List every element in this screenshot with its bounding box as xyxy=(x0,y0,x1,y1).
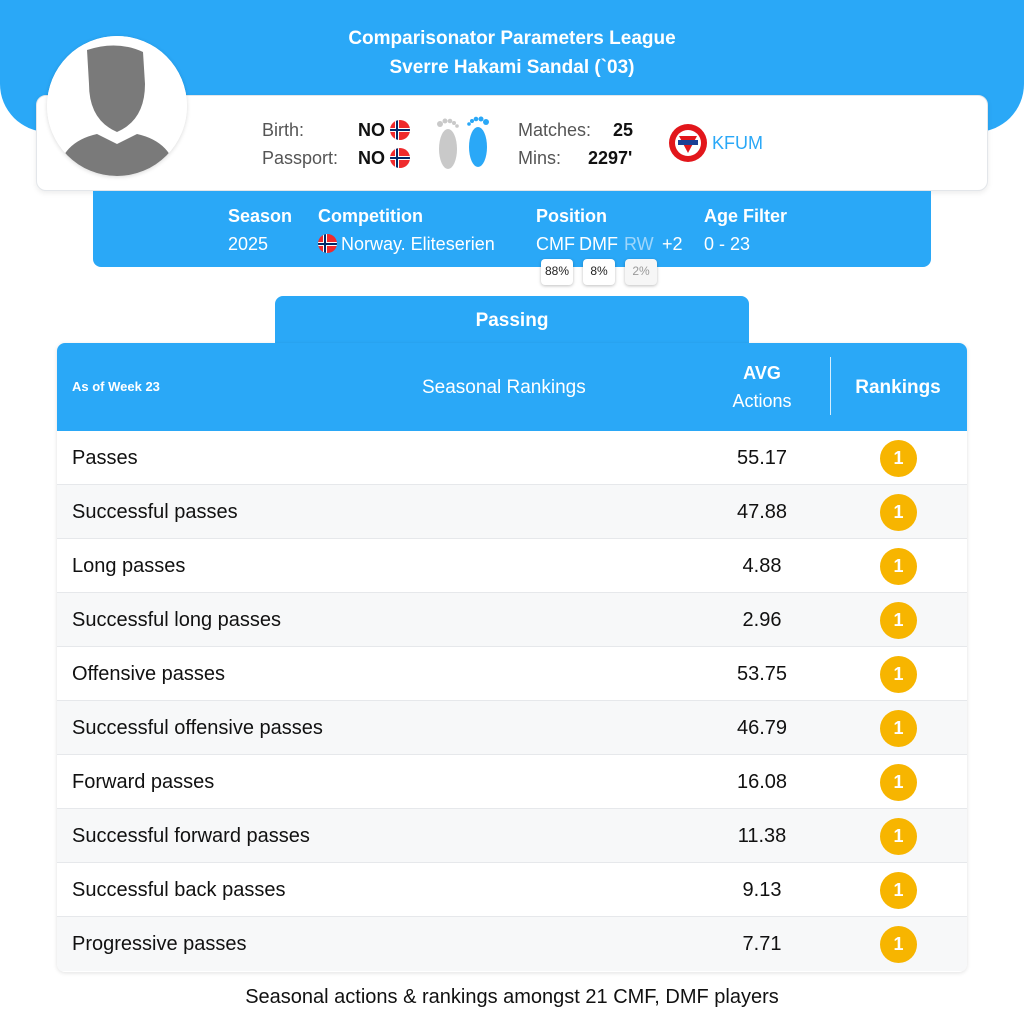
position-label: Position xyxy=(536,206,607,226)
metric-value: 53.75 xyxy=(736,663,788,685)
matches-label: Matches: xyxy=(518,120,592,140)
rank-badge: 1 xyxy=(880,494,917,531)
metric-label: Passes xyxy=(72,447,138,469)
norway-flag-icon xyxy=(318,234,337,253)
table-body xyxy=(57,431,967,971)
metric-value: 46.79 xyxy=(736,717,788,739)
norway-flag-icon xyxy=(390,120,410,140)
table-row xyxy=(57,755,967,809)
metric-label: Successful forward passes xyxy=(72,825,310,847)
metric-value: 4.88 xyxy=(742,555,782,577)
metric-label: Successful passes xyxy=(72,501,238,523)
metric-label: Successful back passes xyxy=(72,879,286,901)
table-row xyxy=(57,431,967,485)
player-title: Sverre Hakami Sandal (`03) xyxy=(389,57,635,78)
season-value[interactable]: 2025 xyxy=(228,234,269,254)
rank-badge: 1 xyxy=(880,818,917,855)
rankings-header: Rankings xyxy=(855,377,941,398)
rank-badge: 1 xyxy=(880,656,917,693)
avatar-silhouette-icon xyxy=(47,36,187,176)
rank-badge: 1 xyxy=(880,872,917,909)
footer-note: Seasonal actions & rankings amongst 21 CMF, DMF players xyxy=(245,986,779,1008)
matches-value: 25 xyxy=(613,120,634,140)
metric-value: 9.13 xyxy=(742,879,782,901)
competition-label: Competition xyxy=(318,206,423,226)
position-cmf-pct: 88% xyxy=(541,259,573,285)
filter-bar xyxy=(93,191,931,267)
table-row xyxy=(57,485,967,539)
metric-value: 2.96 xyxy=(742,609,782,631)
mins-value: 2297' xyxy=(588,148,633,168)
header-divider xyxy=(830,357,831,415)
club-name: KFUM xyxy=(712,133,763,153)
kfum-club-logo-icon xyxy=(668,123,708,163)
metric-value: 16.08 xyxy=(736,771,788,793)
rank-badge: 1 xyxy=(880,764,917,801)
birth-label: Birth: xyxy=(262,120,305,140)
league-title: Comparisonator Parameters League xyxy=(348,28,676,49)
age-filter-label: Age Filter xyxy=(704,206,788,226)
position-more[interactable]: +2 xyxy=(662,234,683,254)
mins-label: Mins: xyxy=(518,148,562,168)
rank-badge: 1 xyxy=(880,926,917,963)
table-row xyxy=(57,863,967,917)
table-row xyxy=(57,809,967,863)
passport-label: Passport: xyxy=(262,148,339,168)
week-label: As of Week 23 xyxy=(72,379,160,394)
position-rw-pct: 2% xyxy=(625,259,657,285)
table-row xyxy=(57,593,967,647)
tab-passing[interactable]: Passing xyxy=(275,296,749,352)
season-label: Season xyxy=(228,206,293,226)
position-dmf[interactable]: DMF xyxy=(579,234,618,254)
metric-label: Offensive passes xyxy=(72,663,226,685)
rank-badge: 1 xyxy=(880,710,917,747)
metric-value: 47.88 xyxy=(736,501,788,523)
preferred-foot-icon xyxy=(432,113,494,173)
table-row xyxy=(57,701,967,755)
metric-label: Progressive passes xyxy=(72,933,247,955)
table-row xyxy=(57,539,967,593)
rank-badge: 1 xyxy=(880,440,917,477)
metric-value: 55.17 xyxy=(736,447,788,469)
birth-value: NO xyxy=(358,120,385,140)
table-title: Seasonal Rankings xyxy=(422,377,586,398)
position-cmf[interactable]: CMF xyxy=(536,234,575,254)
norway-flag-icon xyxy=(390,148,410,168)
rank-badge: 1 xyxy=(880,548,917,585)
player-avatar xyxy=(47,36,187,176)
rank-badge: 1 xyxy=(880,602,917,639)
table-row xyxy=(57,917,967,971)
metric-label: Successful long passes xyxy=(72,609,282,631)
passport-value: NO xyxy=(358,148,385,168)
actions-header: Actions xyxy=(732,391,792,411)
rankings-table xyxy=(57,343,967,972)
metric-label: Long passes xyxy=(72,555,186,577)
table-row xyxy=(57,647,967,701)
metric-value: 11.38 xyxy=(737,825,787,847)
metric-label: Successful offensive passes xyxy=(72,717,323,739)
position-rw[interactable]: RW xyxy=(624,234,654,254)
metric-label: Forward passes xyxy=(72,771,215,793)
metric-value: 7.71 xyxy=(742,933,782,955)
table-header xyxy=(57,343,967,431)
competition-value[interactable]: Norway. Eliteserien xyxy=(341,234,495,254)
age-filter-value[interactable]: 0 - 23 xyxy=(704,234,751,254)
avg-header: AVG xyxy=(743,363,781,383)
position-dmf-pct: 8% xyxy=(583,259,615,285)
